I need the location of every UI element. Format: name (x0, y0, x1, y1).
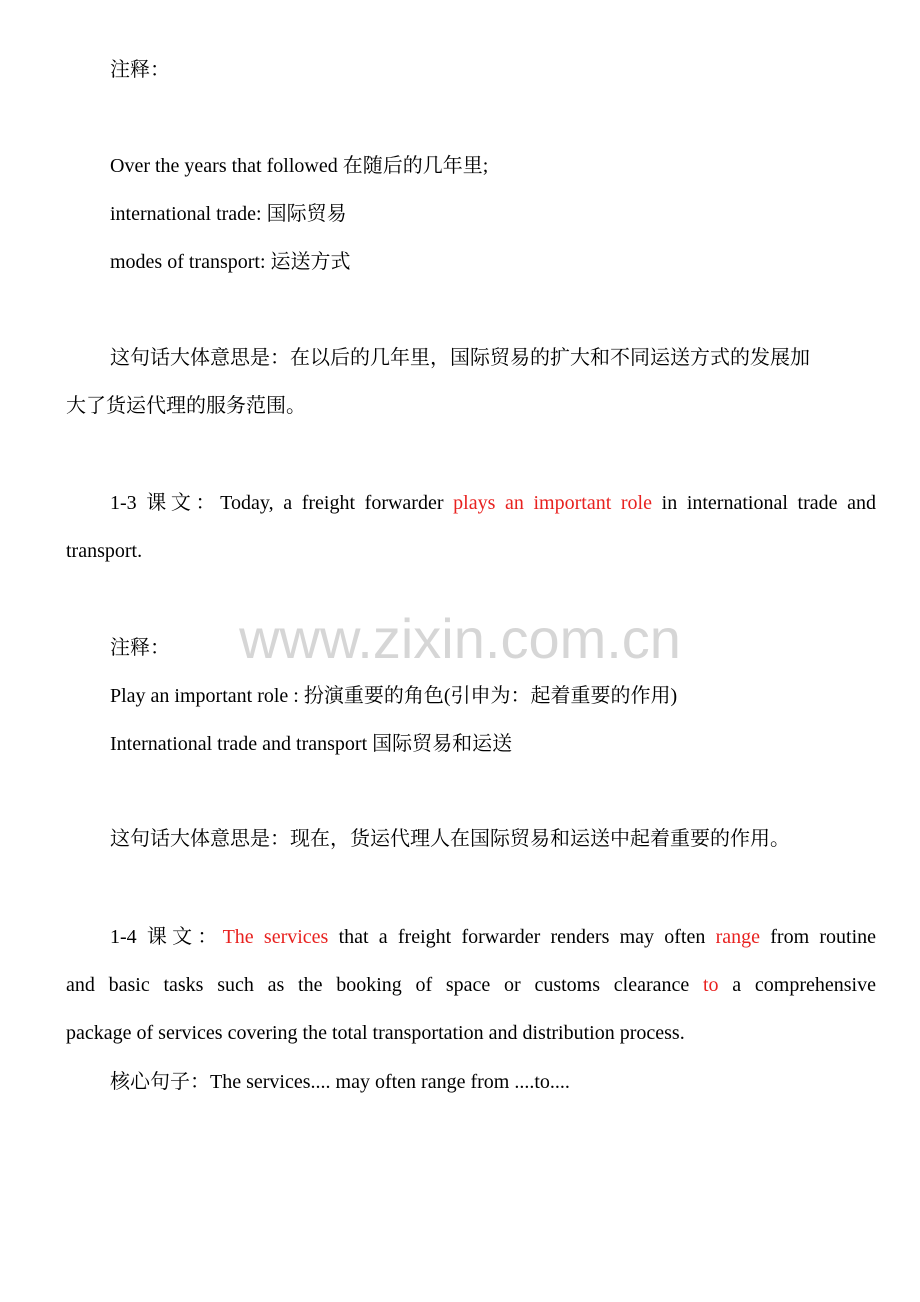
lesson-text: and basic tasks such as the booking of space or customs clearance (66, 974, 703, 996)
watermark: www.zixin.com.cn (239, 607, 681, 670)
note-line: Over the years that followed 在随后的几年里; (110, 155, 489, 177)
lesson-continuation (66, 973, 876, 997)
highlight-phrase: to (702, 974, 719, 996)
lesson-prefix: 1-3 课文：Today, a freight forwarder (110, 492, 454, 514)
lesson-text: that a freight forwarder renders may often (328, 926, 716, 948)
notes-label: 注释： (110, 59, 170, 81)
lesson-continuation: package of services covering the total transportation and distribution process. (66, 1022, 685, 1044)
lesson-text: from routine (760, 926, 877, 948)
note-line: International trade and transport 国际贸易和运送 (110, 733, 513, 755)
lesson-sentence (110, 925, 876, 949)
highlight-phrase: plays an important role (453, 492, 652, 514)
notes-label: 注释： (110, 637, 170, 659)
lesson-sentence (110, 491, 876, 515)
highlight-phrase: The services (222, 926, 329, 948)
lesson-prefix: 1-4 课文： (110, 926, 223, 948)
highlight-phrase: range (715, 926, 761, 948)
core-sentence: 核心句子：The services.... may often range from ....to.... (110, 1071, 570, 1093)
note-line: Play an important role : 扮演重要的角色(引申为：起着重要的作用) (110, 685, 678, 707)
meaning-line: 这句话大体意思是：现在，货运代理人在国际贸易和运送中起着重要的作用。 (110, 828, 790, 850)
lesson-text: a comprehensive (718, 974, 876, 996)
lesson-continuation: transport. (66, 540, 143, 562)
lesson-suffix: in international trade and (652, 492, 877, 514)
meaning-line: 大了货运代理的服务范围。 (66, 395, 306, 417)
meaning-line: 这句话大体意思是：在以后的几年里，国际贸易的扩大和不同运送方式的发展加 (110, 347, 810, 369)
note-line: international trade: 国际贸易 (110, 203, 347, 225)
note-line: modes of transport: 运送方式 (110, 251, 351, 273)
